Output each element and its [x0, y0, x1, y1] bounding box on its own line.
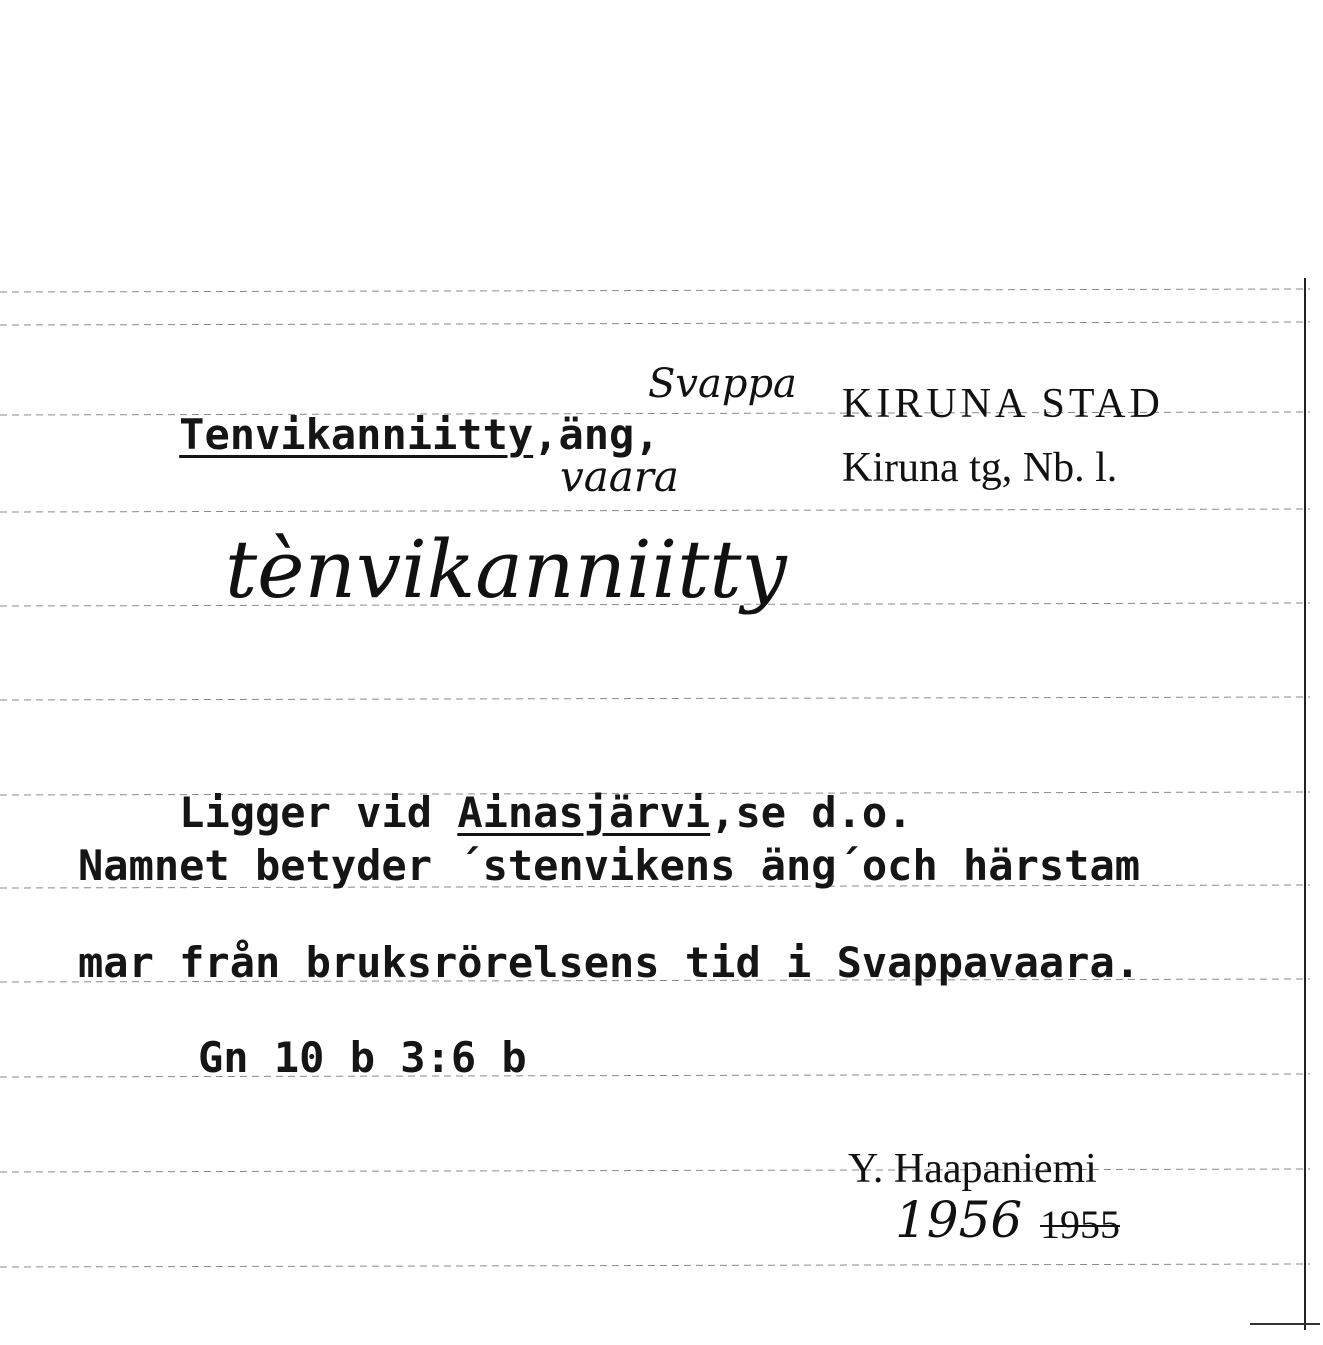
- year-handwritten: 1956: [895, 1191, 1023, 1249]
- handwritten-parish-line2: vaara: [560, 452, 679, 501]
- card-bottom-corner: [1250, 1323, 1320, 1325]
- district-stamp: Kiruna tg, Nb. l.: [842, 445, 1118, 491]
- signature-name: Y. Haapaniemi: [848, 1146, 1097, 1192]
- place-type: ,äng,: [533, 410, 660, 459]
- body-line-2: Namnet betyder ´stenvikens äng´och härstam: [78, 841, 1141, 890]
- line1-prefix: Ligger vid: [179, 788, 458, 837]
- body-line-3: mar från bruksrörelsens tid i Svappavaara.: [78, 938, 1141, 987]
- line1-suffix: ,se d.o.: [710, 788, 913, 837]
- lake-name: Ainasjärvi: [457, 788, 711, 837]
- reference-code: Gn 10 b 3:6 b: [198, 1033, 527, 1082]
- place-name: Tenvikanniitty: [179, 410, 534, 459]
- year-struck: 1955: [1040, 1202, 1120, 1247]
- card-right-edge: [1304, 278, 1306, 1330]
- municipality-stamp: KIRUNA STAD: [842, 381, 1164, 427]
- handwritten-pronunciation: tènvikanniitty: [225, 523, 787, 616]
- handwritten-parish-line1: Svappa: [648, 361, 797, 407]
